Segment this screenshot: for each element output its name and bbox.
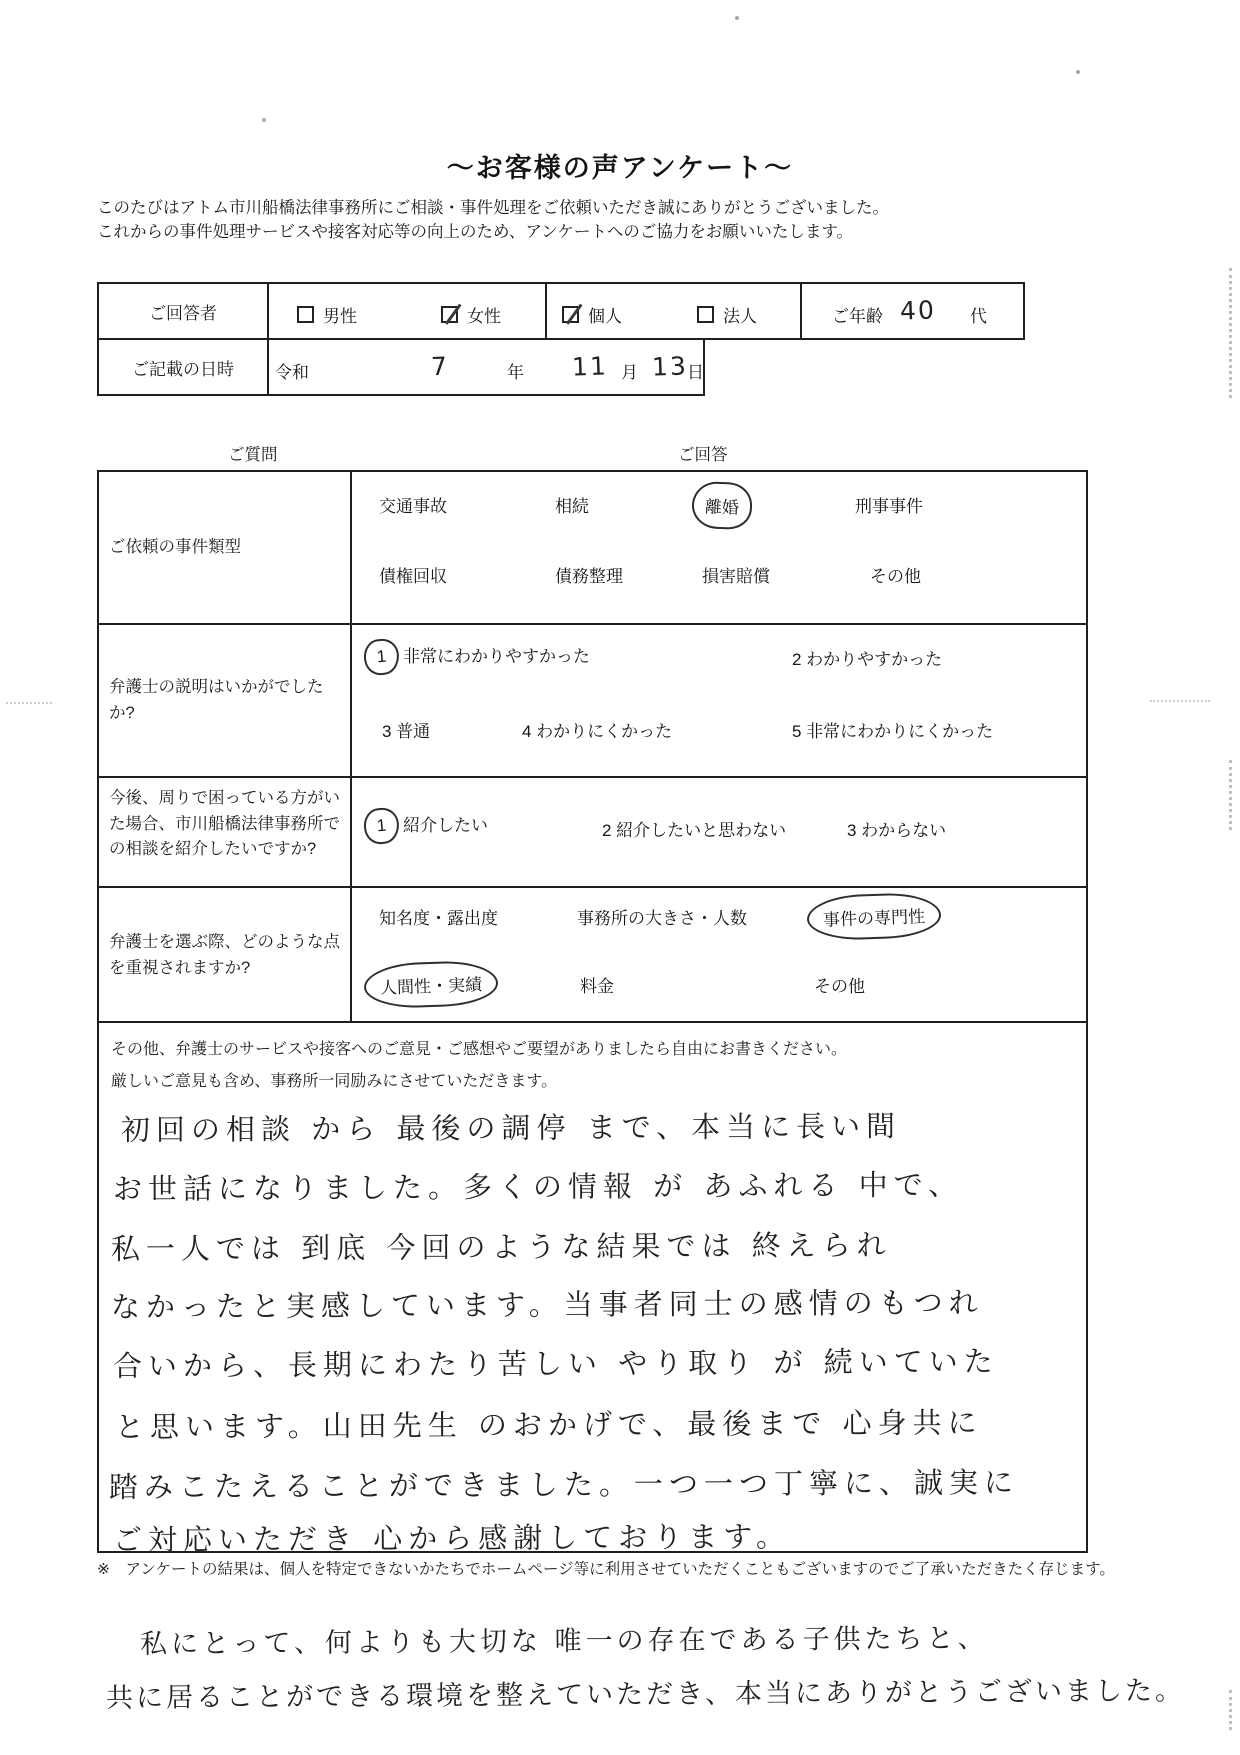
handwritten-comment-line: と思います。山田先生 のおかげで、最後まで 心身共に bbox=[114, 1405, 983, 1444]
scan-artifact bbox=[1150, 700, 1210, 702]
scan-speck bbox=[262, 118, 266, 122]
year-unit: 年 bbox=[507, 363, 524, 382]
hand-drawn-circle: 1 bbox=[362, 807, 400, 846]
intro-line-2: これからの事件処理サービスや接客対応等の向上のため、アンケートへのご協力をお願いいたします。 bbox=[97, 222, 854, 241]
q4-answers bbox=[352, 888, 1086, 1023]
date-content bbox=[269, 340, 703, 394]
intro-paragraph bbox=[97, 197, 1147, 245]
option-specialization-selected bbox=[807, 894, 941, 939]
option-want-to-refer-label: 紹介したい bbox=[403, 816, 488, 835]
handwritten-comment-line: ご対応いただき 心から感謝しております。 bbox=[112, 1519, 791, 1557]
scan-artifact bbox=[1229, 268, 1232, 398]
male-label: 男性 bbox=[323, 307, 357, 326]
era-label: 令和 bbox=[275, 363, 309, 382]
respondent-row bbox=[97, 282, 1025, 340]
question-column-header: ご質問 bbox=[228, 446, 278, 464]
table-row-criteria bbox=[99, 888, 1086, 1023]
q1-label: ご依頼の事件類型 bbox=[99, 472, 352, 623]
option-clear: 2 わかりやすかった bbox=[792, 650, 943, 669]
table-row-explanation bbox=[99, 625, 1086, 778]
intro-line-1: このたびはアトム市川船橋法律事務所にご相談・事件処理をご依頼いただき誠にありがとうございました。 bbox=[97, 199, 889, 217]
option-very-unclear: 5 非常にわかりにくかった bbox=[792, 722, 994, 741]
corporate-label: 法人 bbox=[723, 307, 757, 326]
personal-checkbox-icon bbox=[562, 306, 579, 323]
handwritten-comment-line: 踏みこたえることができました。一つ一つ丁寧に、誠実に bbox=[108, 1465, 1020, 1504]
option-firm-size: 事務所の大きさ・人数 bbox=[577, 909, 747, 928]
q1-answers bbox=[352, 472, 1086, 623]
day-value-handwritten: 13 bbox=[651, 351, 689, 382]
scan-artifact bbox=[6, 702, 52, 704]
day-unit: 日 bbox=[687, 363, 704, 382]
option-debt-collection: 債権回収 bbox=[379, 567, 447, 586]
checkbox-female bbox=[441, 302, 501, 327]
answer-column-header: ご回答 bbox=[678, 446, 728, 464]
personal-label: 個人 bbox=[588, 307, 622, 326]
checkbox-personal bbox=[562, 302, 622, 327]
handwritten-comment-line: お世話になりました。多くの情報 が あふれる 中で、 bbox=[112, 1167, 964, 1206]
option-other-case: その他 bbox=[870, 567, 921, 586]
date-row bbox=[97, 338, 705, 396]
page-title: ～お客様の声アンケート～ bbox=[446, 153, 794, 183]
option-unclear: 4 わかりにくかった bbox=[522, 722, 673, 741]
handwritten-comment-line: 初回の相談 から 最後の調停 まで、本当に長い間 bbox=[120, 1108, 902, 1147]
corporate-checkbox-icon bbox=[697, 306, 714, 323]
option-traffic-accident: 交通事故 bbox=[379, 497, 447, 516]
month-value-handwritten: 11 bbox=[571, 351, 609, 382]
scan-speck bbox=[1076, 70, 1080, 74]
handwritten-postscript-line: 私にとって、何よりも大切な 唯一の存在である子供たちと、 bbox=[139, 1623, 989, 1660]
female-label: 女性 bbox=[467, 307, 501, 326]
respondent-label: ご回答者 bbox=[99, 284, 269, 338]
scan-speck bbox=[735, 16, 739, 20]
checkbox-male bbox=[297, 302, 357, 327]
option-damages: 損害賠償 bbox=[702, 567, 770, 586]
age-cell bbox=[802, 284, 1023, 338]
hand-drawn-circle: 事件の専門性 bbox=[806, 892, 941, 942]
q3-label: 今後、周りで困っている方がいた場合、市川船橋法律事務所での相談を紹介したいですか? bbox=[99, 778, 352, 886]
option-other-criteria: その他 bbox=[814, 977, 865, 996]
option-want-to-refer-selected bbox=[364, 808, 488, 844]
option-average: 3 普通 bbox=[382, 722, 431, 741]
year-value-handwritten: 7 bbox=[430, 351, 450, 382]
q2-label: 弁護士の説明はいかがでしたか? bbox=[99, 625, 352, 776]
option-fees: 料金 bbox=[580, 977, 614, 996]
footer-disclaimer: ※ アンケートの結果は、個人を特定できないかたちでホームページ等に利用させていただくこともございますのでご了承いただきたく存じます。 bbox=[97, 1561, 1115, 1578]
option-dont-want-to-refer: 2 紹介したいと思わない bbox=[602, 821, 787, 840]
gender-cell bbox=[269, 284, 547, 338]
date-label: ご記載の日時 bbox=[99, 340, 269, 394]
option-debt-restructuring: 債務整理 bbox=[555, 567, 623, 586]
q2-answers bbox=[352, 625, 1086, 776]
comment-prompt-1: その他、弁護士のサービスや接客へのご意見・ご感想やご要望がありましたら自由にお書きください。 bbox=[111, 1041, 848, 1058]
age-label: ご年齢 bbox=[832, 307, 883, 326]
age-unit: 代 bbox=[970, 307, 987, 326]
age-value-handwritten: 40 bbox=[899, 295, 937, 326]
scan-artifact bbox=[1229, 1690, 1232, 1730]
q3-answers bbox=[352, 778, 1086, 886]
hand-drawn-circle: 人間性・実績 bbox=[363, 960, 498, 1010]
question-table bbox=[97, 470, 1088, 1023]
check-mark-icon bbox=[445, 304, 461, 325]
hand-drawn-circle: 離婚 bbox=[691, 481, 753, 530]
month-unit: 月 bbox=[621, 363, 638, 382]
option-humanity-track-record-selected bbox=[364, 962, 498, 1007]
comment-prompt-2: 厳しいご意見も含め、事務所一同励みにさせていただきます。 bbox=[111, 1073, 558, 1090]
table-row-case-type bbox=[99, 472, 1086, 625]
option-criminal-case: 刑事事件 bbox=[855, 497, 923, 516]
option-dont-know: 3 わからない bbox=[847, 821, 947, 840]
option-inheritance: 相続 bbox=[555, 497, 589, 516]
handwritten-comment-line: 合いから、長期にわたり苦しい やり取り が 続いていた bbox=[112, 1344, 999, 1383]
option-name-recognition: 知名度・露出度 bbox=[379, 909, 498, 928]
comment-box bbox=[97, 1021, 1088, 1557]
option-very-clear-selected bbox=[364, 639, 590, 675]
female-checkbox-icon bbox=[441, 306, 458, 323]
q4-label: 弁護士を選ぶ際、どのような点を重視されますか? bbox=[99, 888, 352, 1023]
check-mark-icon bbox=[566, 304, 582, 325]
checkbox-corporate bbox=[697, 302, 757, 327]
handwritten-postscript-line: 共に居ることができる環境を整えていただき、本当にありがとうございました。 bbox=[105, 1675, 1186, 1714]
table-row-referral bbox=[99, 778, 1086, 888]
scan-artifact bbox=[1229, 760, 1232, 830]
handwritten-comment-line: なかったと実感しています。当事者同士の感情のもつれ bbox=[110, 1285, 984, 1324]
handwritten-comment-line: 私一人では 到底 今回のような結果では 終えられ bbox=[110, 1227, 892, 1266]
male-checkbox-icon bbox=[297, 306, 314, 323]
option-very-clear-label: 非常にわかりやすかった bbox=[403, 647, 590, 666]
option-divorce-selected bbox=[692, 482, 752, 529]
entity-cell bbox=[547, 284, 802, 338]
hand-drawn-circle: 1 bbox=[362, 638, 400, 677]
